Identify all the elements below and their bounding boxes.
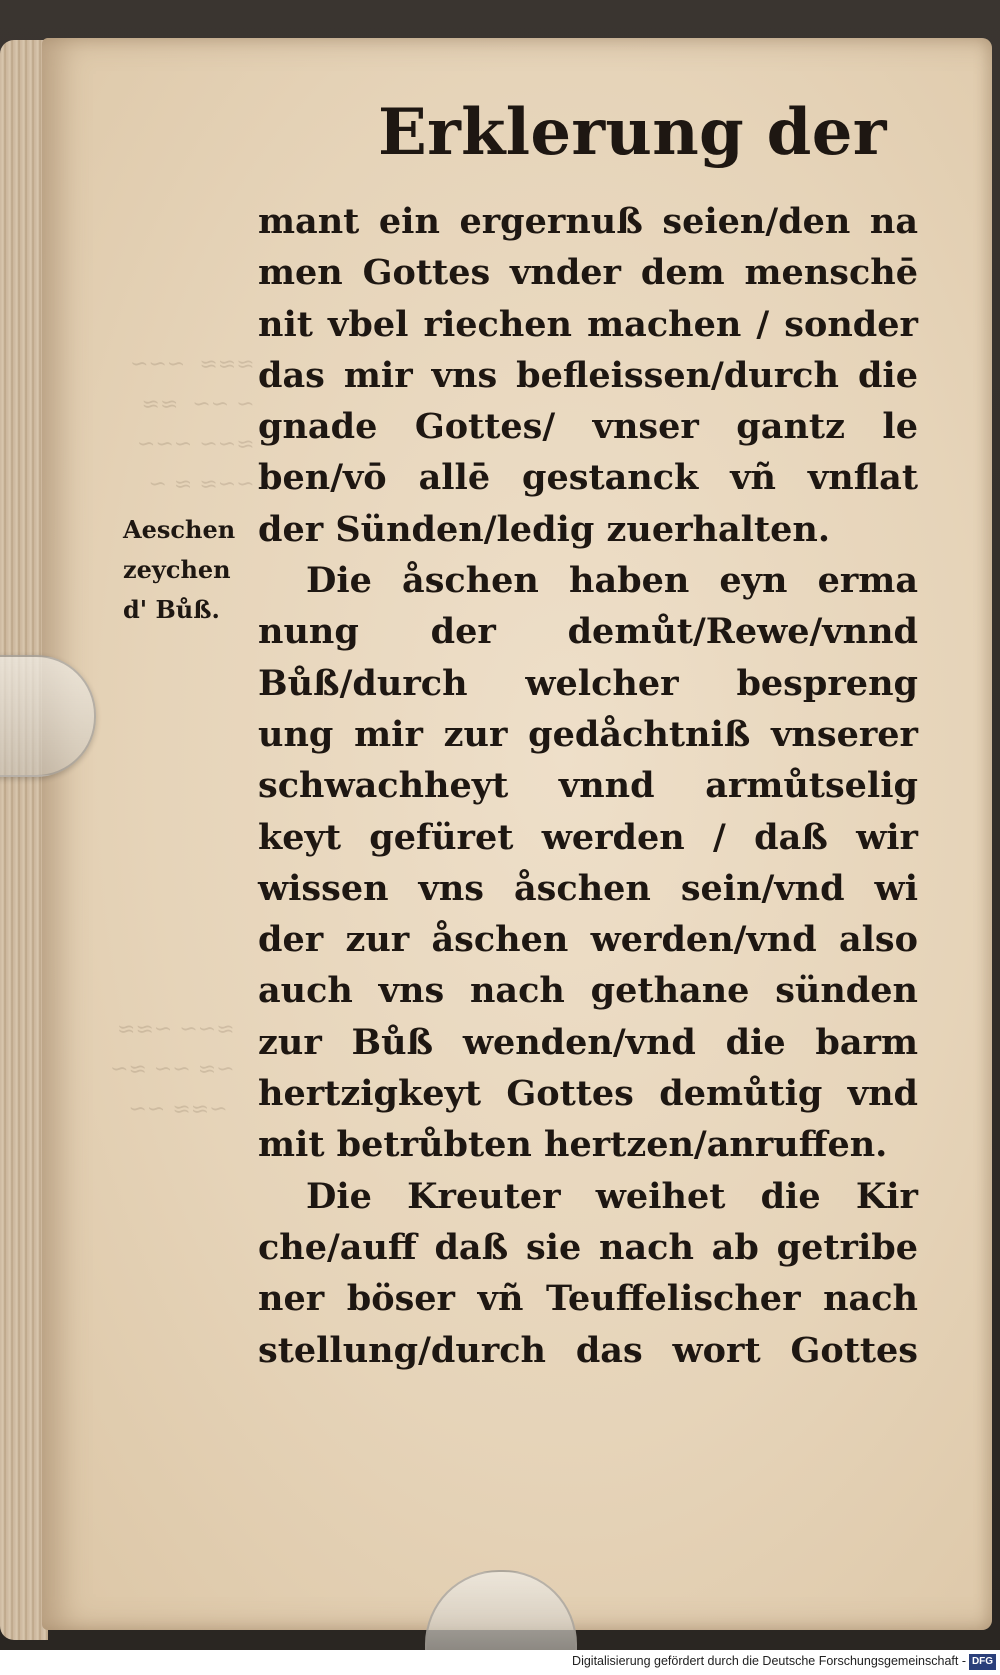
show-through-marks: ≈~~ ~≈≈ ~≈ ~~ ≈~ ~≈≈ ~~ — [110, 1017, 235, 1122]
text-line: nung der demůt/Rewe/vnnd — [258, 611, 918, 653]
marginal-line: d' Bůß. — [123, 595, 220, 624]
text-line: hertzigkeyt Gottes demůtig vnd — [258, 1073, 918, 1115]
text-line: ner böser vñ Teuffelischer nach — [258, 1278, 918, 1320]
text-line: stellung/durch das wort Gottes — [258, 1329, 918, 1371]
text-line: che/auff daß sie nach ab getribe — [258, 1226, 918, 1268]
text-line: der Sünden/ledig zuerhalten. — [258, 508, 831, 550]
funding-credit: Digitalisierung gefördert durch die Deutsche Forschungsgemeinschaft - — [572, 1654, 966, 1668]
text-line: ung mir zur gedåchtniß vnserer — [258, 713, 918, 755]
text-line: ben/vō allē gestanck vñ vnflat — [258, 457, 918, 499]
text-line: das mir vns befleissen/durch die — [258, 354, 918, 396]
page-edges — [0, 40, 48, 1640]
body-text — [258, 196, 918, 1376]
text-line: der zur åschen werden/vnd also — [258, 919, 918, 961]
text-line: schwachheyt vnnd armůtselig — [258, 765, 918, 807]
dfg-logo: DFG — [969, 1654, 996, 1670]
text-line: Die åschen haben eyn erma — [306, 560, 918, 602]
text-line: zur Bůß wenden/vnd die barm — [258, 1021, 918, 1063]
text-line: mit betrůbten hertzen/anruffen. — [258, 1124, 888, 1166]
running-head: Erklerung der — [378, 95, 887, 170]
text-line: gnade Gottes/ vnser gantz le — [258, 406, 918, 448]
text-line: wissen vns åschen sein/vnd wi — [258, 867, 918, 909]
marginal-line: Aeschen — [123, 515, 236, 544]
marginal-line: zeychen — [123, 555, 231, 584]
text-line: auch vns nach gethane sünden — [258, 970, 918, 1012]
marginal-note — [123, 510, 253, 630]
text-line: mant ein ergernuß seien/den na — [258, 201, 918, 242]
show-through-marks: ≈≈≈ ~~~ ~ ~~ ≈≈ ≈~~ ~~~ ~~≈ ≈ ~ — [130, 352, 255, 497]
text-line: men Gottes vnder dem menschē — [258, 252, 918, 294]
text-line: keyt gefüret werden / daß wir — [258, 816, 918, 858]
text-line: Bůß/durch welcher bespreng — [258, 662, 918, 704]
text-line: Die Kreuter weihet die Kir — [306, 1175, 918, 1217]
text-line: nit vbel riechen machen / sonder — [258, 303, 918, 345]
